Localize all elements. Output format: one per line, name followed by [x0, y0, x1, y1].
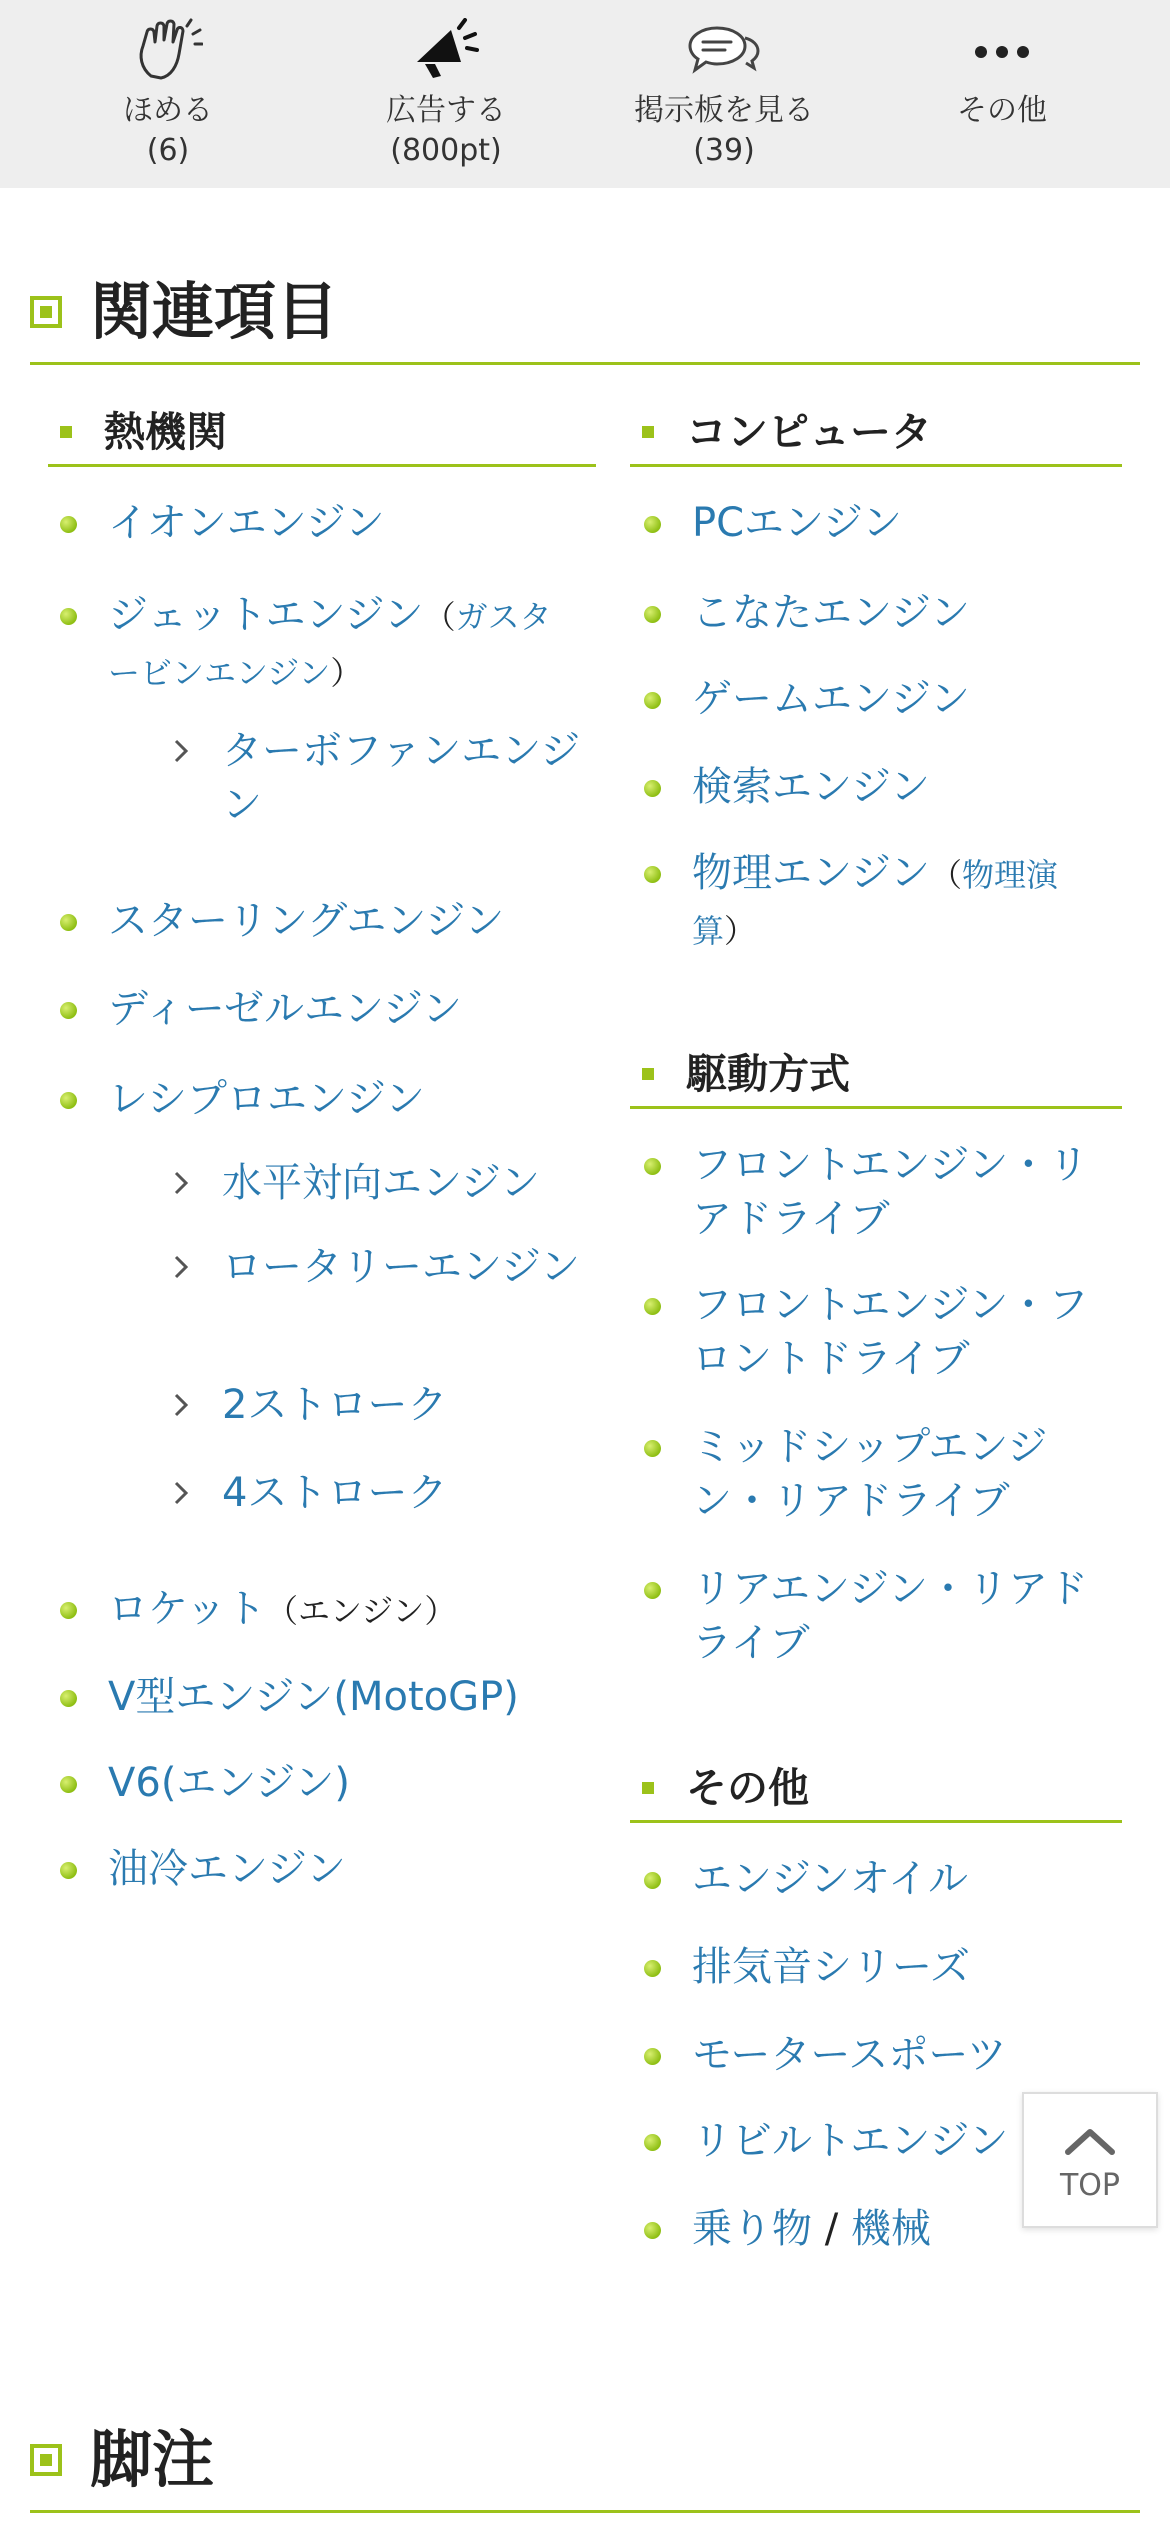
drive-title: 駆動方式 [686, 1050, 850, 1098]
praise-button[interactable] [38, 0, 298, 188]
list-item [692, 1420, 1122, 1528]
bullet-icon [644, 2222, 661, 2239]
heat-engine-title: 熱機関 [104, 408, 227, 456]
link-jet-engine[interactable]: ジェットエンジン [108, 592, 424, 638]
bullet-icon [644, 780, 661, 797]
bullet-icon [60, 1092, 77, 1109]
link-physics-simulation[interactable]: 物理演算 [692, 856, 1059, 950]
computer-title: コンピュータ [686, 408, 932, 456]
chevron-right-icon [166, 1252, 196, 1282]
bullet-icon [644, 606, 661, 623]
back-to-top-label: TOP [1059, 2168, 1121, 2203]
link-exhaust-series[interactable]: 排気音シリーズ [692, 1944, 970, 1990]
computer-heading [630, 402, 1122, 467]
sub-list-item [222, 1378, 447, 1432]
link-physics-engine[interactable]: 物理エンジン [692, 850, 930, 896]
bullet-icon [60, 1862, 77, 1879]
link-diesel[interactable]: ディーゼルエンジン [108, 986, 462, 1032]
heading-bullet-icon [642, 1782, 654, 1794]
list-item [108, 1072, 425, 1126]
list-item [692, 760, 930, 814]
list-item [692, 846, 1092, 958]
link-fr[interactable]: フロントエンジン・リアドライブ [692, 1142, 1089, 1242]
bullet-icon [644, 2048, 661, 2065]
link-machine[interactable]: 機械 [850, 2206, 931, 2252]
link-konata-engine[interactable]: こなたエンジン [692, 590, 970, 636]
link-turbofan[interactable]: ターボファンエンジン [222, 728, 581, 828]
advertise-label: 広告する [386, 93, 506, 128]
bbs-button[interactable] [594, 0, 854, 188]
chat-bubbles-icon [687, 18, 761, 86]
rocket-note: （エンジン） [266, 1592, 457, 1630]
chevron-right-icon [166, 1390, 196, 1420]
paren-open: （ [930, 856, 963, 894]
bullet-icon [60, 516, 77, 533]
heat-engine-heading [48, 402, 596, 467]
link-search-engine[interactable]: 検索エンジン [692, 764, 930, 810]
link-v6[interactable]: V6(エンジン) [108, 1760, 351, 1806]
link-boxer[interactable]: 水平対向エンジン [222, 1160, 540, 1206]
chevron-right-icon [166, 736, 196, 766]
paren-close: ） [724, 912, 757, 950]
bbs-count: (39) [693, 133, 755, 168]
separator-slash: / [812, 2206, 851, 2252]
footnotes-heading [30, 2420, 1140, 2513]
list-item [692, 1138, 1122, 1246]
list-item [108, 496, 385, 550]
bullet-icon [644, 1872, 661, 1889]
chevron-right-icon [166, 1168, 196, 1198]
bullet-icon [60, 1690, 77, 1707]
link-gas-turbine[interactable]: ガスタービンエンジン [108, 598, 552, 692]
list-item [108, 1842, 346, 1896]
other-heading [630, 1758, 1122, 1823]
bullet-icon [644, 692, 661, 709]
bullet-icon [644, 1960, 661, 1977]
heading-bullet-icon [642, 426, 654, 438]
advertise-count: (800pt) [390, 133, 502, 168]
link-oil-cooled[interactable]: 油冷エンジン [108, 1846, 346, 1892]
related-title: 関連項目 [90, 275, 339, 348]
list-item [108, 982, 462, 1036]
bullet-icon [60, 914, 77, 931]
link-rr[interactable]: リアエンジン・リアドライブ [692, 1566, 1088, 1666]
more-button[interactable] [872, 0, 1132, 188]
link-ff[interactable]: フロントエンジン・フロントドライブ [692, 1282, 1089, 1382]
sub-list-item [222, 724, 582, 832]
list-item [692, 2202, 931, 2256]
footnotes-title: 脚注 [90, 2423, 215, 2496]
more-dots-icon [967, 18, 1037, 86]
list-item [692, 1940, 970, 1994]
link-pc-engine[interactable]: PCエンジン [692, 500, 903, 546]
list-item [692, 1278, 1122, 1386]
bullet-icon [644, 516, 661, 533]
clap-icon [133, 18, 203, 86]
bullet-icon [644, 1158, 661, 1175]
sub-list-item [222, 1156, 582, 1210]
paren-close: ） [330, 654, 363, 692]
chevron-right-icon [166, 1478, 196, 1508]
link-rocket[interactable]: ロケット [108, 1586, 266, 1632]
chevron-up-icon [1062, 2124, 1118, 2158]
sub-list-item [222, 1466, 447, 1520]
link-stirling[interactable]: スターリングエンジン [108, 898, 505, 944]
link-motorsports[interactable]: モータースポーツ [692, 2032, 1007, 2078]
list-item [692, 1562, 1122, 1670]
megaphone-icon [411, 18, 481, 86]
related-heading [30, 272, 1140, 365]
link-engine-oil[interactable]: エンジンオイル [692, 1856, 968, 1902]
list-item [692, 586, 970, 640]
list-item [692, 1852, 968, 1906]
heading-bullet-icon [60, 426, 72, 438]
bullet-icon [644, 2134, 661, 2151]
paren-open: （ [423, 598, 456, 636]
list-item [108, 1582, 456, 1638]
list-item [108, 894, 504, 948]
action-bar [0, 0, 1170, 188]
bullet-icon [644, 1440, 661, 1457]
praise-count: (6) [146, 133, 190, 168]
back-to-top-button[interactable] [1022, 2092, 1158, 2228]
bullet-icon [644, 1298, 661, 1315]
link-v-type[interactable]: V型エンジン(MotoGP) [108, 1674, 519, 1720]
link-two-stroke[interactable]: 2ストローク [222, 1382, 448, 1428]
link-ion-engine[interactable]: イオンエンジン [108, 500, 385, 546]
sub-list-item [222, 1240, 582, 1294]
list-item [692, 496, 902, 550]
link-rotary[interactable]: ロータリーエンジン [222, 1244, 580, 1290]
bullet-icon [60, 1602, 77, 1619]
bullet-icon [60, 1776, 77, 1793]
list-item [692, 2114, 1008, 2168]
list-item [692, 672, 970, 726]
list-item [108, 588, 578, 700]
bbs-label: 掲示板を見る [634, 93, 814, 128]
heading-bullet-icon [642, 1068, 654, 1080]
link-vehicle[interactable]: 乗り物 [692, 2206, 812, 2252]
drive-heading [630, 1044, 1122, 1109]
link-four-stroke[interactable]: 4ストローク [222, 1470, 448, 1516]
link-rebuilt-engine[interactable]: リビルトエンジン [692, 2118, 1009, 2164]
more-label: その他 [957, 93, 1047, 128]
bullet-icon [644, 866, 661, 883]
list-item [108, 1756, 350, 1810]
link-mr[interactable]: ミッドシップエンジン・リアドライブ [692, 1424, 1048, 1524]
bullet-icon [60, 1002, 77, 1019]
other-title: その他 [686, 1764, 809, 1812]
link-game-engine[interactable]: ゲームエンジン [692, 676, 970, 722]
bullet-icon [644, 1582, 661, 1599]
heading-square-icon [30, 2444, 62, 2476]
link-reciprocating[interactable]: レシプロエンジン [108, 1076, 425, 1122]
heading-square-icon [30, 296, 62, 328]
praise-label: ほめる [123, 93, 213, 128]
advertise-button[interactable] [316, 0, 576, 188]
bullet-icon [60, 608, 77, 625]
list-item [692, 2028, 1007, 2082]
list-item [108, 1670, 519, 1724]
